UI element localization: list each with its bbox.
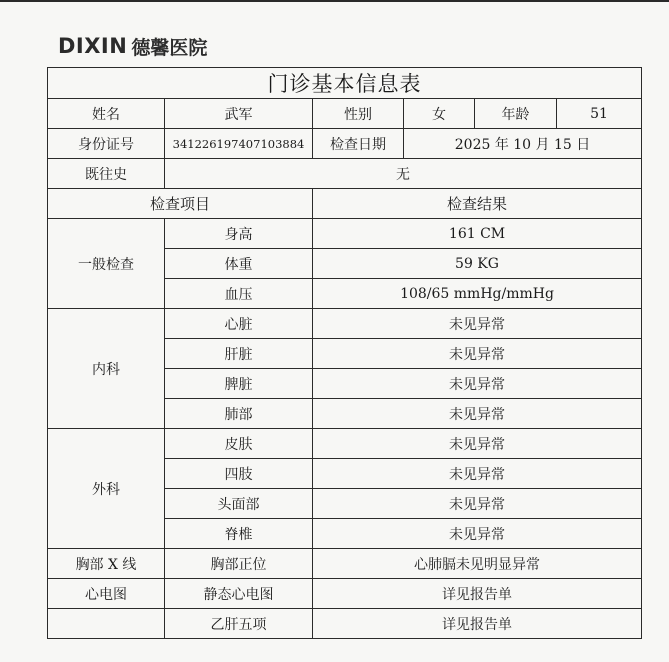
- table-row: [48, 159, 642, 189]
- exam-result: 详见报告单: [313, 609, 642, 639]
- exam-item: 心脏: [165, 309, 313, 339]
- patient-age: 51: [557, 99, 642, 129]
- table-row: [48, 129, 642, 159]
- table-row: [48, 549, 642, 579]
- exam-item: 肝脏: [165, 339, 313, 369]
- name-label: 姓名: [48, 99, 165, 129]
- table-row: [48, 99, 642, 129]
- table-row: [48, 219, 642, 249]
- hospital-logo: [58, 33, 207, 59]
- logo-text-en: DIXIN: [58, 34, 128, 58]
- section-chest-xray: 胸部 X 线: [48, 549, 165, 579]
- exam-item: 头面部: [165, 489, 313, 519]
- exam-item: 脊椎: [165, 519, 313, 549]
- exam-item: 乙肝五项: [165, 609, 313, 639]
- exam-result: 心肺膈未见明显异常: [313, 549, 642, 579]
- exam-result: 未见异常: [313, 489, 642, 519]
- exam-item: 脾脏: [165, 369, 313, 399]
- section-internal: 内科: [48, 309, 165, 429]
- outpatient-info-table: [47, 67, 642, 639]
- exam-item: 皮肤: [165, 429, 313, 459]
- gender-label: 性别: [313, 99, 404, 129]
- header-exam-item: 检查项目: [48, 189, 313, 219]
- logo-text-cn: 德馨医院: [131, 36, 208, 59]
- patient-name: 武军: [165, 99, 313, 129]
- table-row: [48, 579, 642, 609]
- section-lab: [48, 609, 165, 639]
- table-row: [48, 609, 642, 639]
- exam-item: 体重: [165, 249, 313, 279]
- section-general: 一般检查: [48, 219, 165, 309]
- exam-result: 未见异常: [313, 339, 642, 369]
- exam-item: 肺部: [165, 399, 313, 429]
- exam-date-label: 检查日期: [313, 129, 404, 159]
- exam-result: 详见报告单: [313, 579, 642, 609]
- top-border-line: [0, 0, 669, 2]
- exam-item: 四肢: [165, 459, 313, 489]
- exam-item: 静态心电图: [165, 579, 313, 609]
- patient-id-number: 341226197407103884: [165, 129, 313, 159]
- table-row: [48, 429, 642, 459]
- header-exam-result: 检查结果: [313, 189, 642, 219]
- table-header-row: [48, 189, 642, 219]
- exam-result: 59 KG: [313, 249, 642, 279]
- section-ecg: 心电图: [48, 579, 165, 609]
- exam-result: 未见异常: [313, 399, 642, 429]
- table-row: [48, 309, 642, 339]
- exam-item: 身高: [165, 219, 313, 249]
- exam-date: 2025 年 10 月 15 日: [404, 129, 642, 159]
- section-surgical: 外科: [48, 429, 165, 549]
- form-title: 门诊基本信息表: [48, 68, 642, 99]
- exam-result: 未见异常: [313, 519, 642, 549]
- exam-result: 未见异常: [313, 369, 642, 399]
- medical-history: 无: [165, 159, 642, 189]
- exam-item: 血压: [165, 279, 313, 309]
- exam-result: 108/65 mmHg/mmHg: [313, 279, 642, 309]
- exam-result: 161 CM: [313, 219, 642, 249]
- exam-item: 胸部正位: [165, 549, 313, 579]
- exam-result: 未见异常: [313, 309, 642, 339]
- id-label: 身份证号: [48, 129, 165, 159]
- exam-result: 未见异常: [313, 459, 642, 489]
- exam-result: 未见异常: [313, 429, 642, 459]
- age-label: 年龄: [475, 99, 557, 129]
- patient-gender: 女: [404, 99, 475, 129]
- history-label: 既往史: [48, 159, 165, 189]
